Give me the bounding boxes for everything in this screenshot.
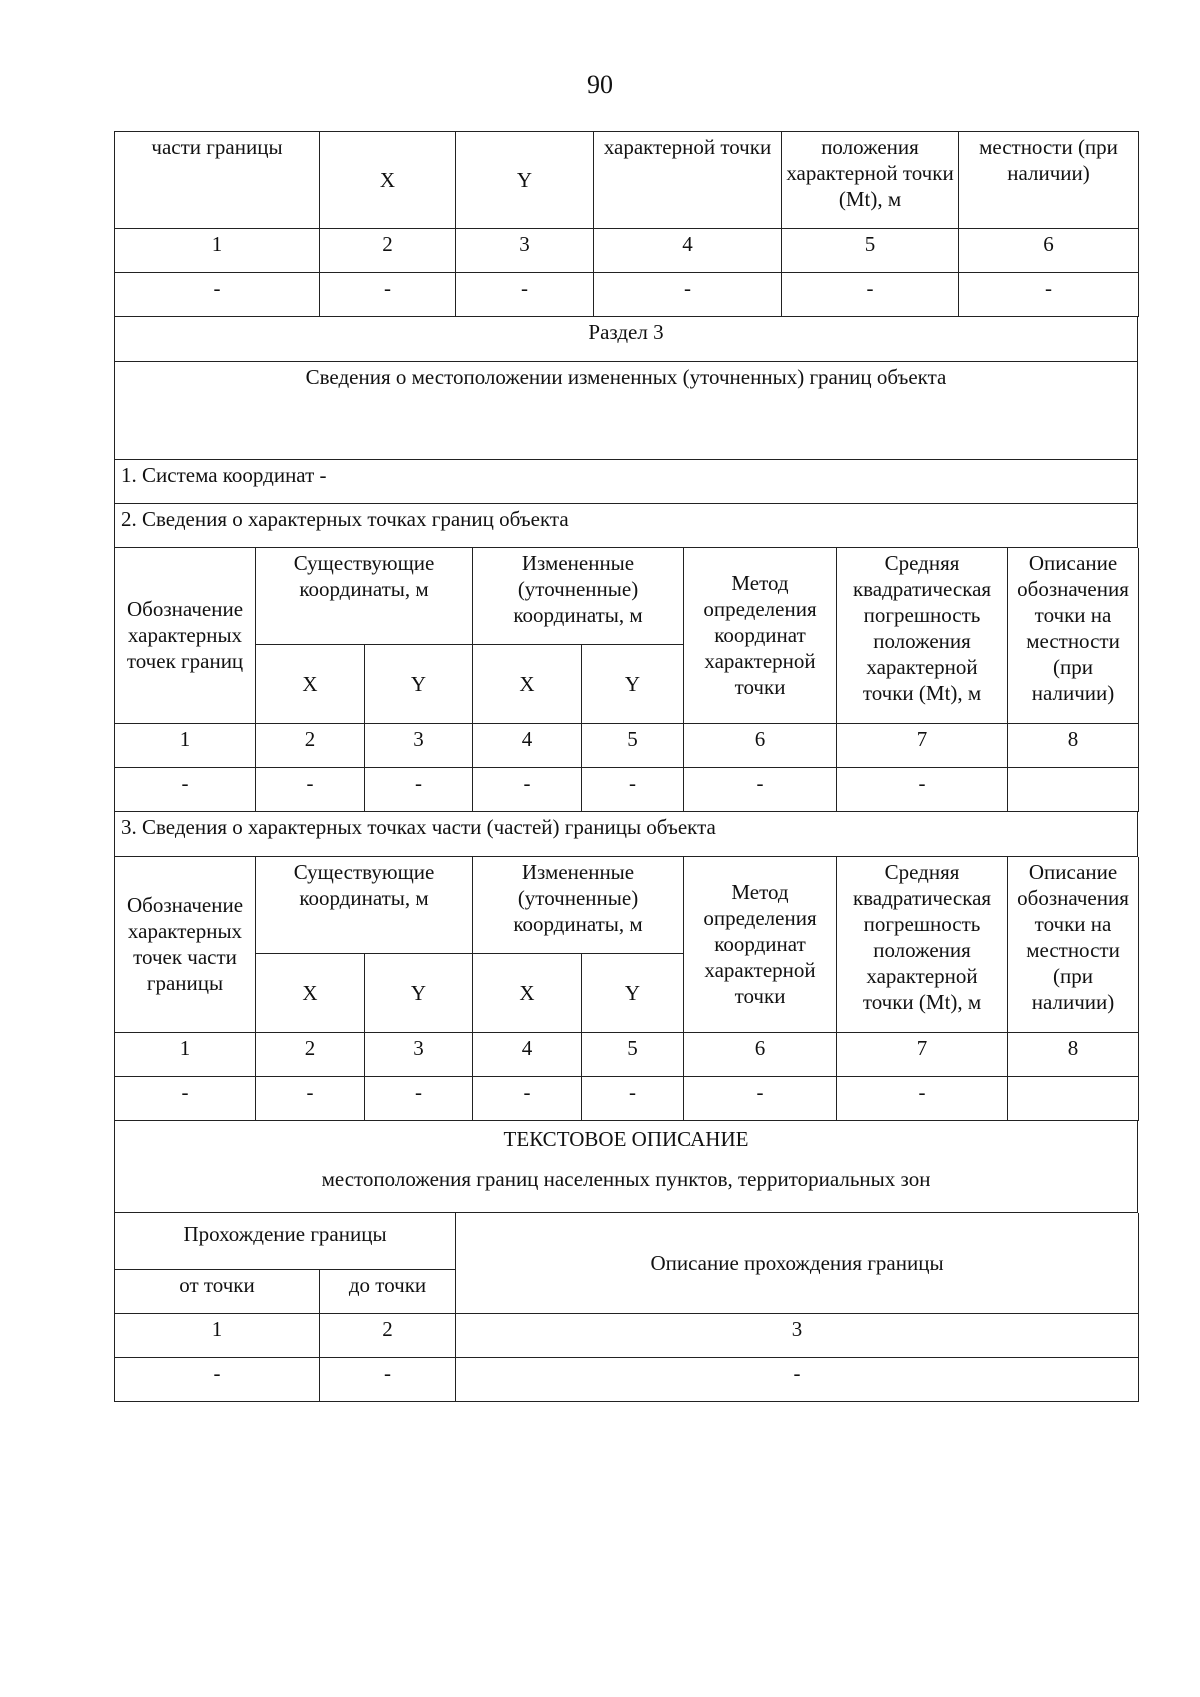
x-header: X (473, 954, 582, 1033)
number-cell: 6 (684, 724, 837, 768)
method-header: Метод определения координат характерной точки (684, 857, 837, 1033)
points-table (114, 548, 1139, 813)
number-cell: 1 (115, 229, 320, 273)
number-cell: 1 (115, 724, 256, 768)
top-header-cell: Y (456, 132, 594, 229)
page-number: 90 (587, 70, 613, 99)
top-header-cell: X (320, 132, 456, 229)
section-title: Раздел 3 (115, 317, 1138, 361)
number-cell: 2 (320, 229, 456, 273)
number-cell: 3 (365, 724, 473, 768)
designation-header: Обозначение характерных точек границ (115, 548, 256, 724)
passage-table (114, 1213, 1139, 1403)
number-cell: 6 (959, 229, 1139, 273)
value-cell: - (365, 1077, 473, 1121)
number-cell: 4 (473, 724, 582, 768)
top-header-cell: характерной точки (594, 132, 782, 229)
value-cell: - (115, 768, 256, 812)
number-cell: 2 (320, 1314, 456, 1358)
description-header: Описание обозначения точки на местности (при наличии) (1008, 857, 1139, 1033)
value-cell: - (473, 1077, 582, 1121)
value-cell: - (115, 273, 320, 317)
changed-coords-header: Измененные (уточненные) координаты, м (473, 857, 684, 954)
top-table-header-row (115, 132, 1139, 229)
value-cell: - (320, 1358, 456, 1402)
number-cell: 7 (837, 724, 1008, 768)
existing-coords-header: Существующие координаты, м (256, 857, 473, 954)
number-cell: 1 (115, 1033, 256, 1077)
top-header-cell: положения характерной точки (Mt), м (782, 132, 959, 229)
points-heading: 2. Сведения о характерных точках границ объекта (115, 503, 1138, 547)
section-subtitle: Сведения о местоположении измененных (уточненных) границ объекта (115, 361, 1138, 459)
number-cell: 2 (256, 724, 365, 768)
value-cell (1008, 768, 1139, 812)
value-cell: - (115, 1077, 256, 1121)
existing-coords-header: Существующие координаты, м (256, 548, 473, 645)
number-cell: 1 (115, 1314, 320, 1358)
parts-table (114, 857, 1139, 1122)
value-cell: - (837, 1077, 1008, 1121)
value-cell: - (959, 273, 1139, 317)
value-cell: - (456, 1358, 1139, 1402)
top-table-number-row (115, 229, 1139, 273)
y-header: Y (582, 954, 684, 1033)
error-header: Средняя квадратическая погрешность положения характерной точки (Mt), м (837, 548, 1008, 724)
value-cell: - (473, 768, 582, 812)
number-cell: 8 (1008, 724, 1139, 768)
text-description-cell (115, 1121, 1138, 1212)
number-cell: 5 (582, 1033, 684, 1077)
text-description-subtitle: местоположения границ населенных пунктов, территориальных зон (321, 1167, 931, 1191)
value-cell: - (365, 768, 473, 812)
number-cell: 3 (456, 229, 594, 273)
value-cell: - (582, 768, 684, 812)
number-cell: 3 (365, 1033, 473, 1077)
number-cell: 5 (782, 229, 959, 273)
value-cell: - (684, 768, 837, 812)
to-point-header: до точки (320, 1270, 456, 1314)
passage-header: Прохождение границы (115, 1213, 456, 1270)
value-cell: - (837, 768, 1008, 812)
number-cell: 6 (684, 1033, 837, 1077)
error-header: Средняя квадратическая погрешность положения характерной точки (Mt), м (837, 857, 1008, 1033)
value-cell: - (582, 1077, 684, 1121)
value-cell: - (782, 273, 959, 317)
y-header: Y (365, 645, 473, 724)
number-cell: 5 (582, 724, 684, 768)
value-cell: - (456, 273, 594, 317)
parts-heading: 3. Сведения о характерных точках части (частей) границы объекта (115, 812, 1138, 856)
parts-heading-block (114, 812, 1138, 857)
top-header-cell: местности (при наличии) (959, 132, 1139, 229)
document-frame (114, 131, 1138, 1402)
method-header: Метод определения координат характерной точки (684, 548, 837, 724)
value-cell: - (256, 768, 365, 812)
x-header: X (256, 645, 365, 724)
number-cell: 8 (1008, 1033, 1139, 1077)
text-description-title: ТЕКСТОВОЕ ОПИСАНИЕ (503, 1127, 749, 1151)
top-header-cell: части границы (115, 132, 320, 229)
value-cell: - (684, 1077, 837, 1121)
top-table (114, 131, 1139, 317)
text-description-block (114, 1121, 1138, 1213)
number-cell: 2 (256, 1033, 365, 1077)
number-cell: 3 (456, 1314, 1139, 1358)
number-cell: 4 (594, 229, 782, 273)
value-cell: - (594, 273, 782, 317)
number-cell: 4 (473, 1033, 582, 1077)
passage-description-header: Описание прохождения границы (456, 1213, 1139, 1314)
from-point-header: от точки (115, 1270, 320, 1314)
changed-coords-header: Измененные (уточненные) координаты, м (473, 548, 684, 645)
x-header: X (256, 954, 365, 1033)
value-cell: - (320, 273, 456, 317)
section-3-block (114, 317, 1138, 548)
value-cell: - (115, 1358, 320, 1402)
coordinate-system-line: 1. Система координат - (115, 459, 1138, 503)
value-cell (1008, 1077, 1139, 1121)
y-header: Y (365, 954, 473, 1033)
y-header: Y (582, 645, 684, 724)
description-header: Описание обозначения точки на местности (при наличии) (1008, 548, 1139, 724)
top-table-value-row (115, 273, 1139, 317)
x-header: X (473, 645, 582, 724)
value-cell: - (256, 1077, 365, 1121)
designation-header: Обозначение характерных точек части границы (115, 857, 256, 1033)
number-cell: 7 (837, 1033, 1008, 1077)
